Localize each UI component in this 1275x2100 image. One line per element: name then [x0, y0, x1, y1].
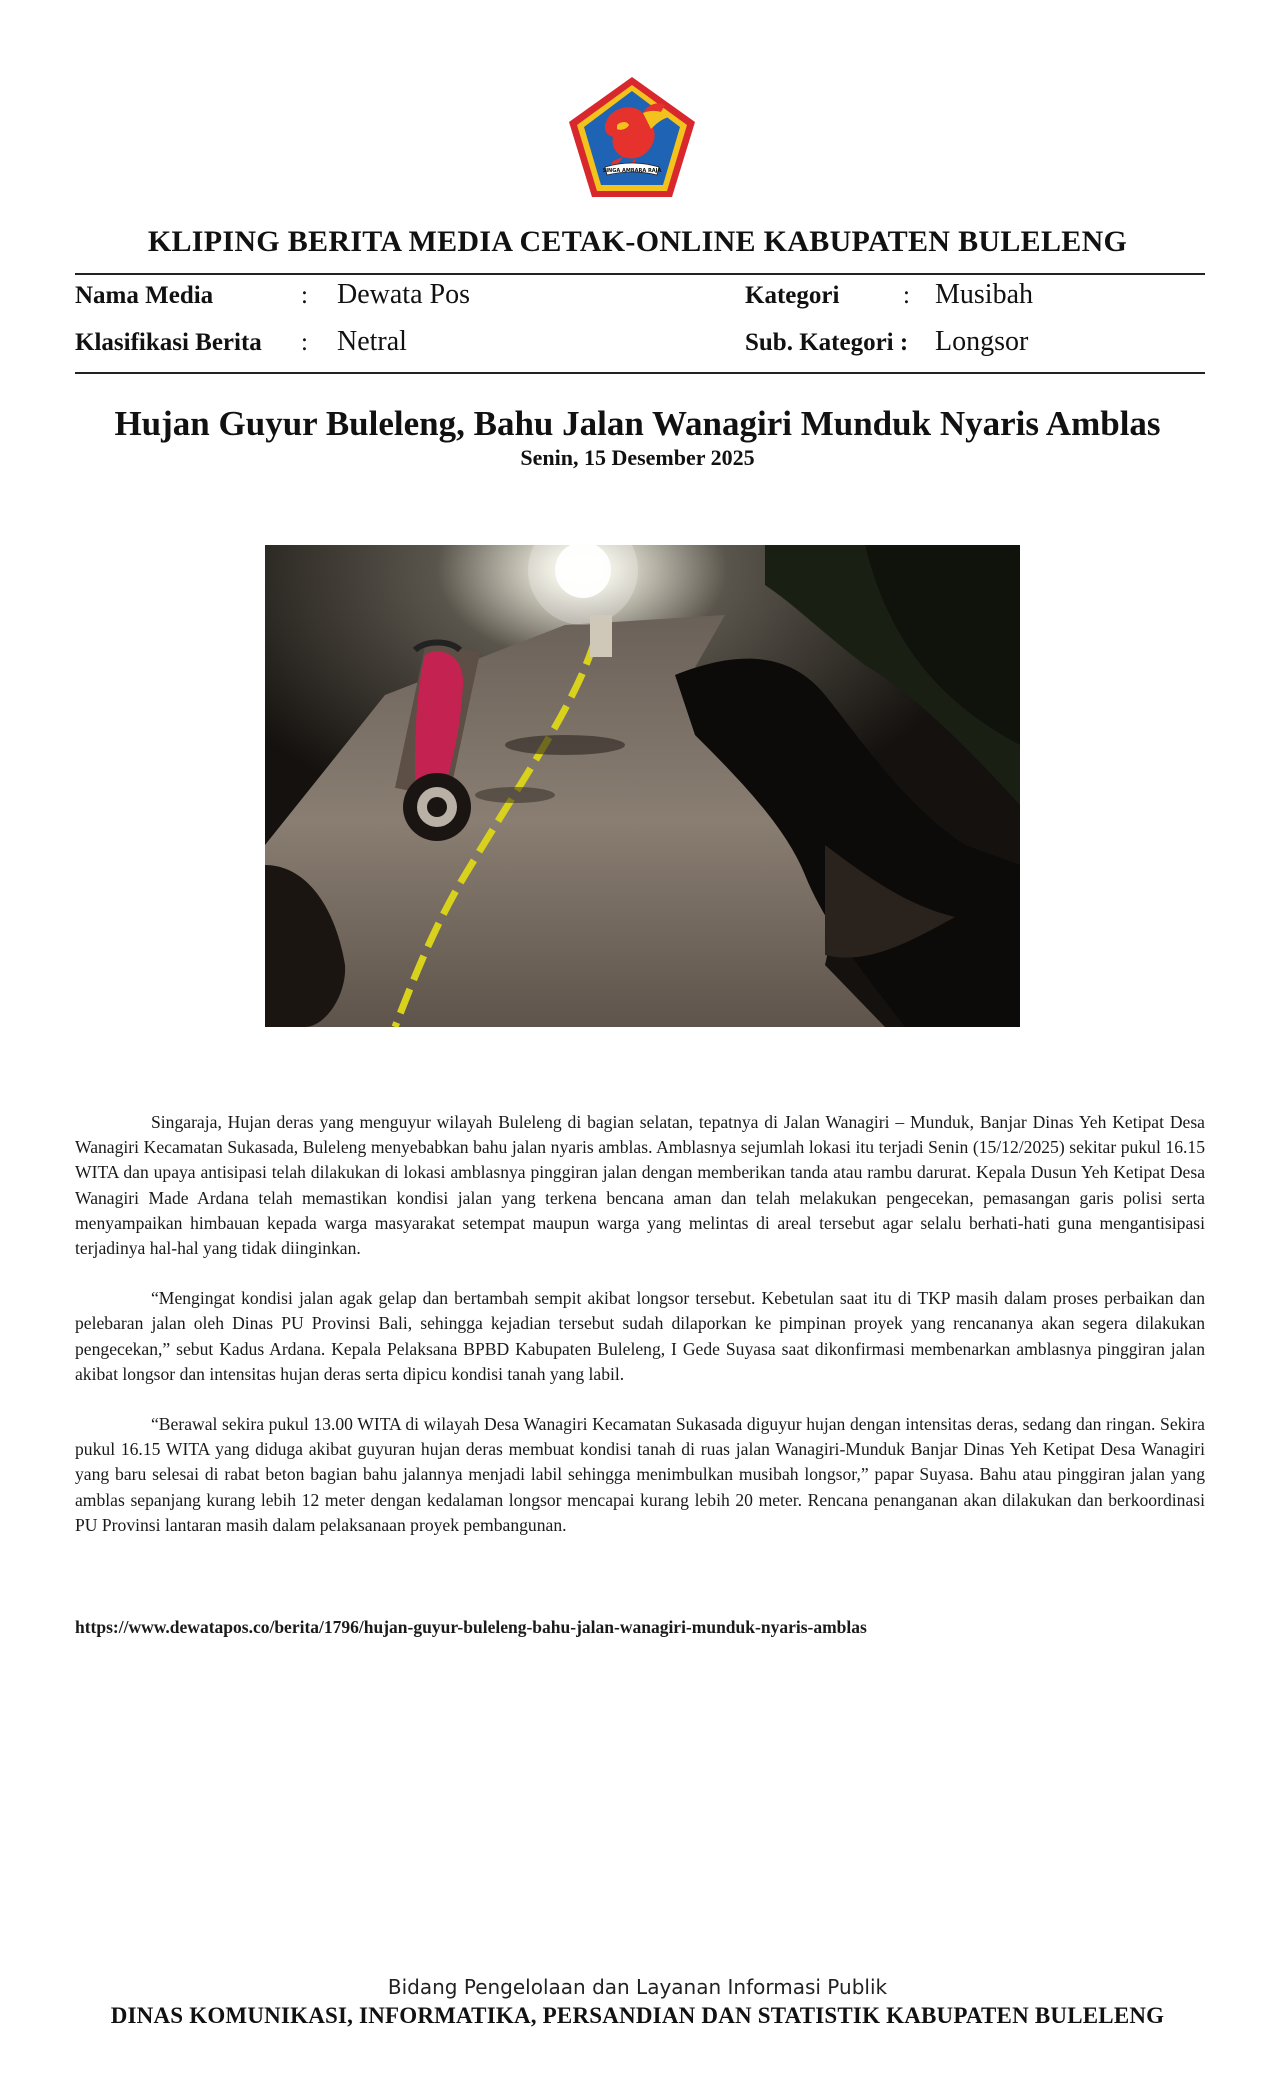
- subcategory-label: Sub. Kategori :: [745, 329, 909, 356]
- article-photo: [265, 545, 1020, 1027]
- clipping-header-title: KLIPING BERITA MEDIA CETAK-ONLINE KABUPATEN BULELENG: [147, 225, 1128, 258]
- category-label: Kategori: [745, 282, 840, 309]
- media-label: Nama Media: [75, 282, 214, 309]
- category-value: Musibah: [935, 279, 1033, 310]
- article-title: Hujan Guyur Buleleng, Bahu Jalan Wanagiri Munduk Nyaris Amblas: [114, 404, 1161, 443]
- classification-label: Klasifikasi Berita: [75, 329, 262, 356]
- article-paragraph-3: “Berawal sekira pukul 13.00 WITA di wilayah Desa Wanagiri Kecamatan Sukasada diguyur hujan dengan intensitas deras, sedang dan ringan. Sekira pukul 16.15 WITA yang diduga akibat guyuran hujan deras membuat kondisi tanah di ruas jalan Wanagiri-Munduk Banjar Dinas Yeh Ketipat Desa Wanagiri yang baru selesai di rabat beton bagian bahu jalannya menjadi labil sehingga menimbulkan musibah longsor,” papar Suyasa. Bahu atau pinggiran jalan yang amblas sepanjang kurang lebih 12 meter dengan kedalaman longsor mencapai kurang lebih 20 meter. Rencana penanganan akan dilakukan dan berkoordinasi PU Provinsi lantaran masih dalam pelaksanaan proyek pembangunan.: [75, 1414, 1205, 1535]
- classification-colon: :: [301, 329, 308, 356]
- header-rule-top: [75, 273, 1205, 275]
- source-url-link[interactable]: https://www.dewatapos.co/berita/1796/hujan-guyur-buleleng-bahu-jalan-wanagiri-munduk-nyaris-amblas: [75, 1617, 867, 1637]
- media-value: Dewata Pos: [337, 279, 470, 310]
- meta-row-classification: [75, 326, 1205, 369]
- regency-logo: [565, 75, 699, 200]
- article-paragraph-1: Singaraja, Hujan deras yang menguyur wilayah Buleleng di bagian selatan, tepatnya di Jalan Wanagiri – Munduk, Banjar Dinas Yeh Ketipat Desa Wanagiri Kecamatan Sukasada, Buleleng menyebabkan bahu jalan nyaris amblas. Amblasnya sejumlah lokasi itu terjadi Senin (15/12/2025) sekitar pukul 16.15 WITA dan upaya antisipasi telah dilakukan di lokasi amblasnya pinggiran jalan dengan memberikan tanda atau rambu darurat. Kepala Dusun Yeh Ketipat Desa Wanagiri Made Ardana telah memastikan kondisi jalan yang terkena bencana aman dan telah melakukan pengecekan, pemasangan garis polisi serta menyampaikan himbauan kepada warga masyarakat setempat maupun warga yang melintas di areal tersebut agar selalu berhati-hati guna mengantisipasi terjadinya hal-hal yang tidak diinginkan.: [75, 1112, 1205, 1259]
- footer-department: DINAS KOMUNIKASI, INFORMATIKA, PERSANDIAN DAN STATISTIK KABUPATEN BULELENG: [110, 2003, 1165, 2028]
- media-colon: :: [301, 282, 308, 309]
- header-rule-bottom: [75, 372, 1205, 374]
- article-date: Senin, 15 Desember 2025: [520, 445, 755, 470]
- footer-division: Bidang Pengelolaan dan Layanan Informasi Publik: [387, 1975, 888, 1999]
- article-paragraph-2: “Mengingat kondisi jalan agak gelap dan bertambah sempit akibat longsor tersebut. Kebetulan saat itu di TKP masih dalam proses perbaikan dan pelebaran jalan oleh Dinas PU Provinsi Bali, sehingga kejadian tersebut sudah dilaporkan ke pimpinan proyek yang rencananya akan segera dilakukan pengecekan,” sebut Kadus Ardana. Kepala Pelaksana BPBD Kabupaten Buleleng, I Gede Suyasa saat dikonfirmasi membenarkan amblasnya pinggiran jalan akibat longsor dan intensitas hujan deras serta dipicu kondisi tanah yang labil.: [75, 1288, 1205, 1384]
- landslide-road-photo-icon: [265, 545, 1020, 1027]
- subcategory-value: Longsor: [935, 326, 1029, 357]
- article-body: [75, 1110, 1205, 1563]
- singa-ambara-raja-emblem-icon: [565, 75, 699, 200]
- classification-value: Netral: [337, 326, 407, 357]
- category-colon: :: [903, 282, 910, 309]
- meta-row-media: [75, 279, 1205, 322]
- logo-motto: SINGA AMBARA RAJA: [602, 168, 662, 174]
